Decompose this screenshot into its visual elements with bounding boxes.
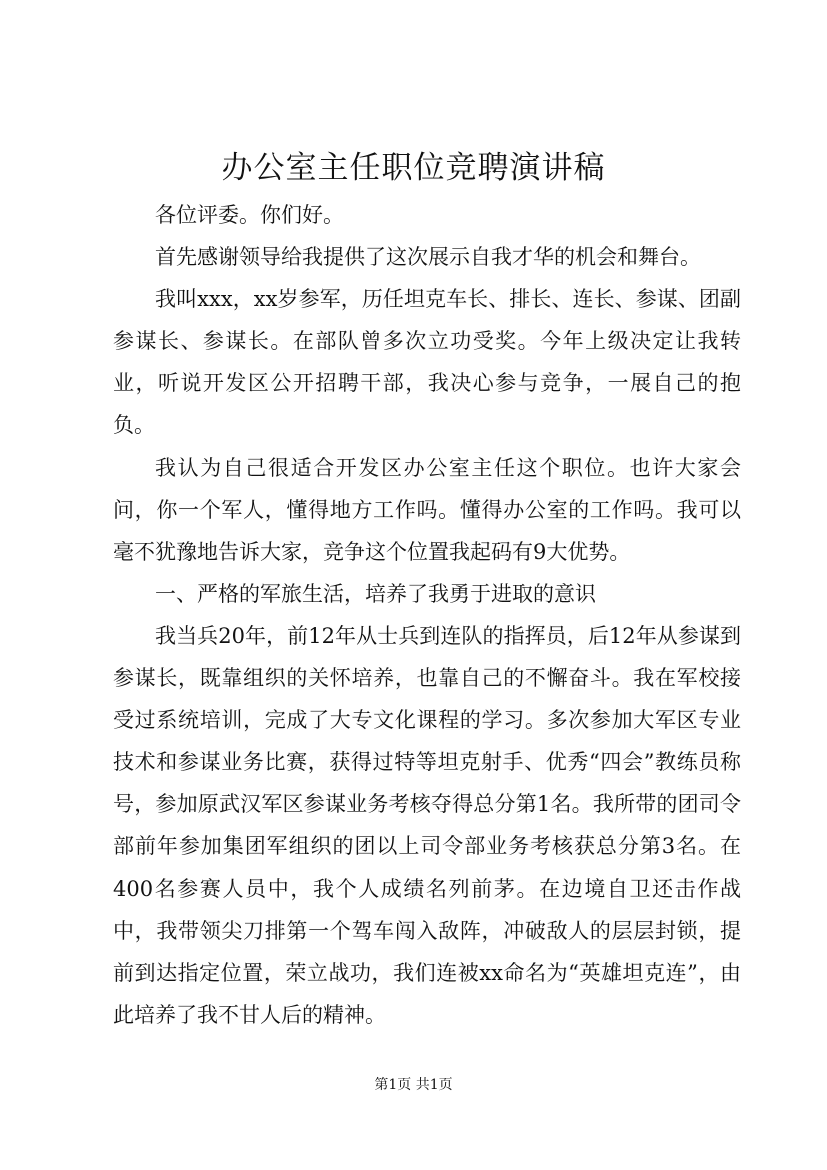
paragraph-greeting: 各位评委。你们好。 bbox=[155, 203, 344, 227]
paragraph-thanks: 首先感谢领导给我提供了这次展示自我才华的机会和舞台。 bbox=[155, 245, 701, 270]
document-body bbox=[113, 194, 741, 1036]
paragraph-introduction: 我叫xxx，xx岁参军，历任坦克车长、排长、连长、参谋、团副参谋长、参谋长。在部队曾多次立功受奖。今年上级决定让我转业，听说开发区公开招聘干部，我决心参与竞争，一展自己的抱负。 bbox=[113, 287, 741, 438]
paragraph-suitability: 我认为自己很适合开发区办公室主任这个职位。也许大家会问，你一个军人，懂得地方工作吗。懂得办公室的工作吗。我可以毫不犹豫地告诉大家，竞争这个位置我起码有9大优势。 bbox=[113, 455, 741, 564]
section-heading-1: 一、严格的军旅生活，培养了我勇于进取的意识 bbox=[155, 581, 596, 606]
document-title: 办公室主任职位竞聘演讲稿 bbox=[221, 150, 606, 186]
page-footer: 第1页 共1页 bbox=[374, 1077, 453, 1093]
paragraph-military-experience: 我当兵20年，前12年从士兵到连队的指挥员，后12年从参谋到参谋长，既靠组织的关怀培养，也靠自己的不懈奋斗。我在军校接受过系统培训，完成了大专文化课程的学习。多次参加大军区专业技术和参谋业务比赛，获得过特等坦克射手、优秀“四会”教练员称号，参加原武汉军区参谋业务考核夺得总分第1名。我所带的团司令部前年参加集团军组织的团以上司令部业务考核获总分第3名。在400名参赛人员中，我个人成绩名列前茅。在边境自卫还击作战中，我带领尖刀排第一个驾车闯入敌阵，冲破敌人的层层封锁，提前到达指定位置，荣立战功，我们连被xx命名为“英雄坦克连”，由此培养了我不甘人后的精神。 bbox=[113, 623, 741, 1027]
